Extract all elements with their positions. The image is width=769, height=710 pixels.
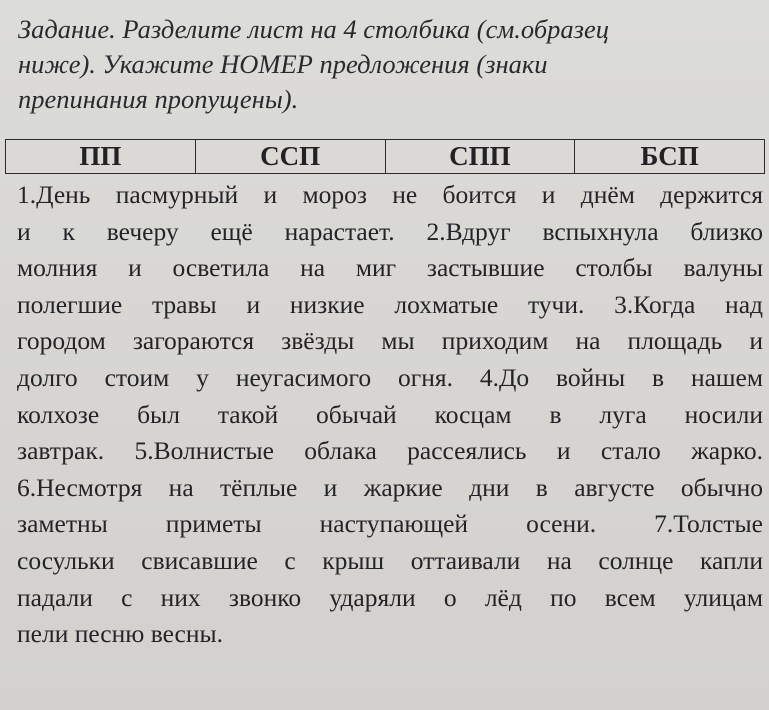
task-line: Задание. Разделите лист на 4 столбика (см.образец [18, 14, 609, 44]
text-line: падали с них звонко ударяли о лёд по всем улицам [17, 582, 763, 612]
text-line: сосульки свисавшие с крыш оттаивали на солнце капли [17, 545, 763, 575]
column-header-ssp: ССП [195, 140, 385, 174]
text-line: полегшие травы и низкие лохматые тучи. 3.Когда над [17, 289, 763, 319]
text-line: 1.День пасмурный и мороз не боится и днём держится [17, 180, 763, 209]
text-line: заметны приметы наступающей осени. 7.Толстые [17, 509, 763, 539]
text-line: колхозе был такой обычай косцам в луга носили [17, 399, 763, 429]
task-instructions [18, 12, 753, 117]
column-header-pp: ПП [6, 140, 196, 174]
text-line: долго стоим у неугасимого огня. 4.До войны в нашем [17, 362, 763, 392]
text-line: пели песню весны. [17, 619, 224, 649]
text-line: завтрак. 5.Волнистые облака рассеялись и стало жарко. [17, 436, 763, 466]
task-line: ниже). Укажите НОМЕР предложения (знаки [18, 49, 548, 79]
table-header-row [6, 140, 765, 174]
text-line: и к вечеру ещё нарастает. 2.Вдруг вспыхнула близко [17, 216, 763, 246]
sample-columns-table [5, 139, 765, 174]
column-header-spp: СПП [385, 140, 575, 174]
text-line: молния и осветила на миг застывшие столбы валуны [17, 253, 763, 283]
column-header-bsp: БСП [575, 140, 765, 174]
sentences-text [17, 177, 763, 653]
text-line: городом загораются звёзды мы приходим на площадь и [17, 326, 763, 356]
text-line: 6.Несмотря на тёплые и жаркие дни в августе обычно [17, 472, 763, 502]
task-line: препинания пропущены). [18, 84, 299, 114]
